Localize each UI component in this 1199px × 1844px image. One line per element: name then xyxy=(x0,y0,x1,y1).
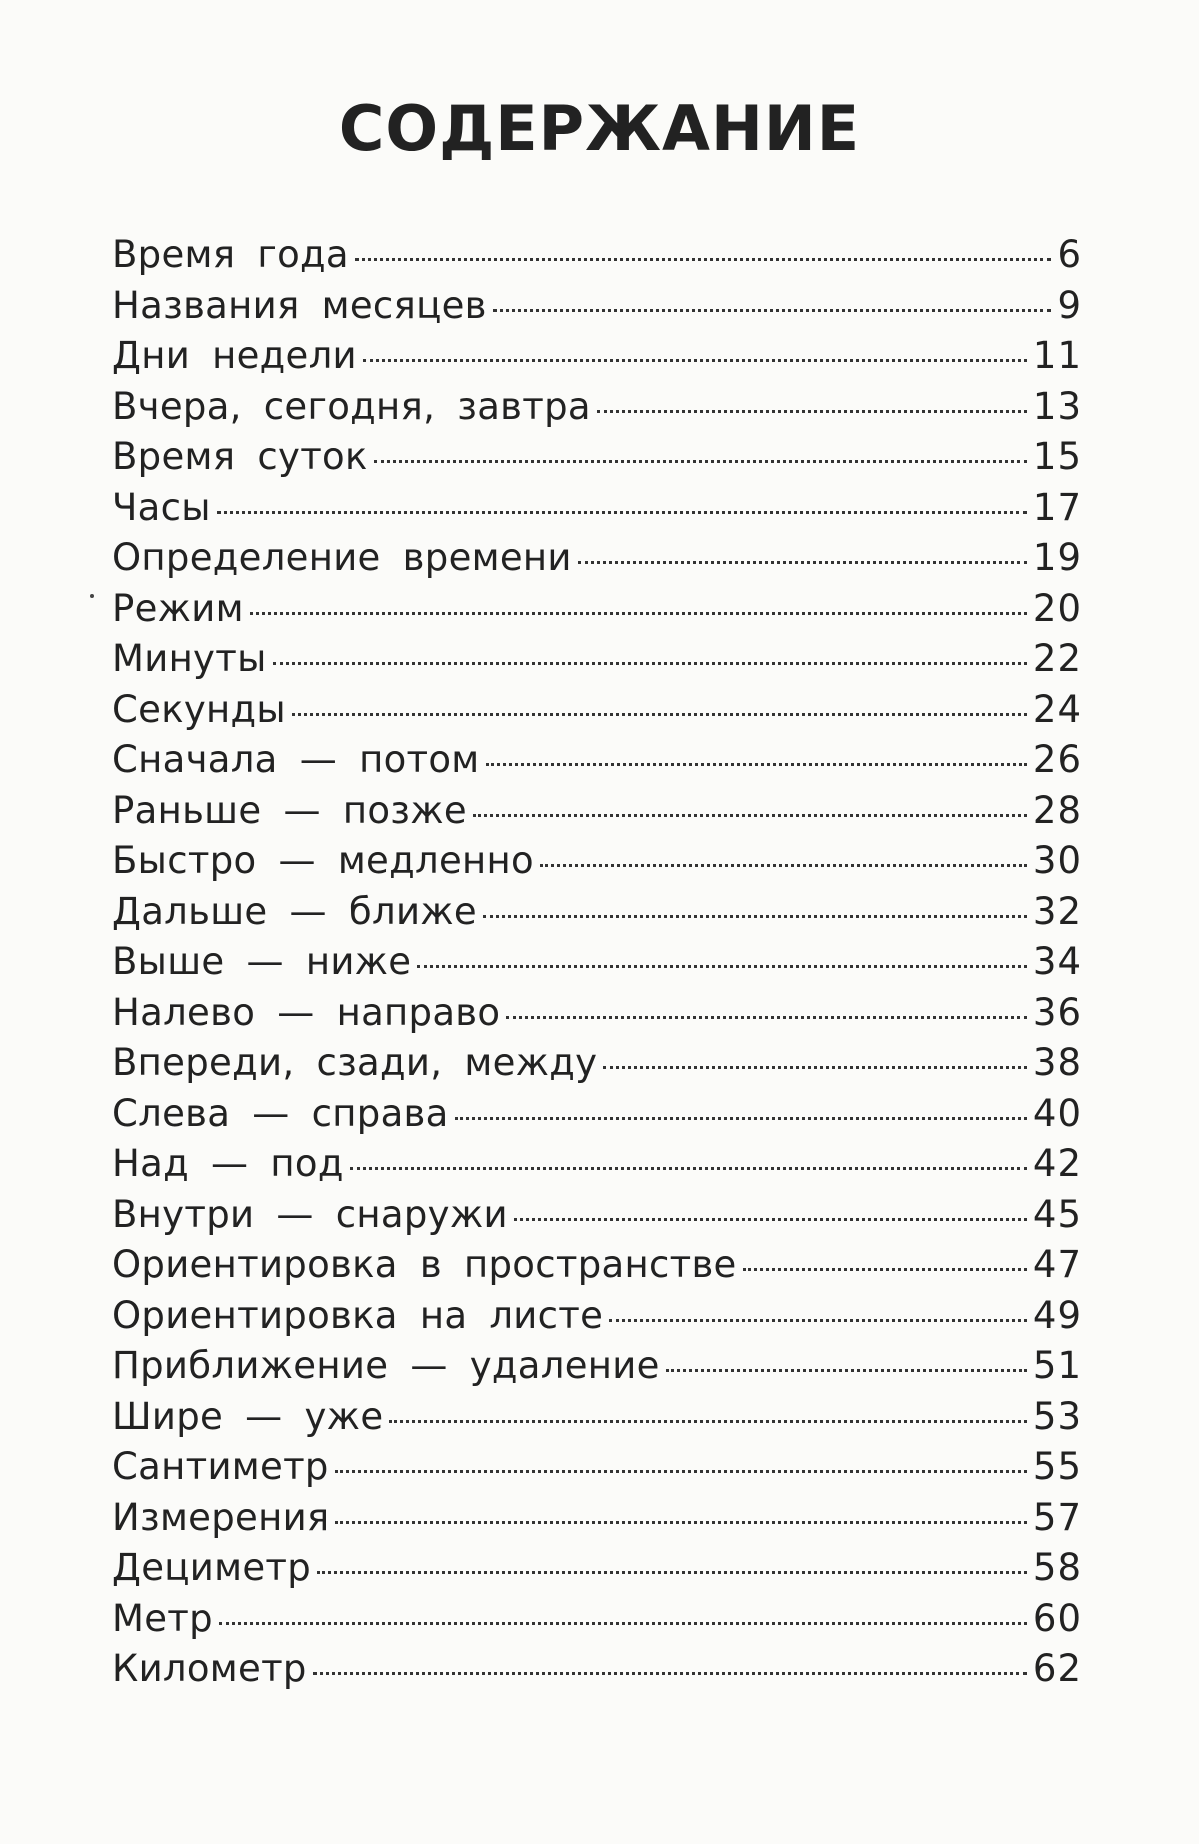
toc-entry-page-number: 36 xyxy=(1032,990,1082,1034)
toc-entry-page-number: 57 xyxy=(1032,1495,1082,1539)
toc-dot-leader xyxy=(455,1117,1027,1120)
toc-entry-label: Определение времени xyxy=(112,536,572,579)
toc-entry-page-number: 45 xyxy=(1032,1192,1082,1236)
toc-entry xyxy=(112,483,1082,534)
toc-dot-leader xyxy=(389,1420,1027,1423)
toc-entry-label: Налево — направо xyxy=(112,990,501,1034)
toc-entry-page-number: 6 xyxy=(1057,233,1082,276)
toc-dot-leader xyxy=(292,713,1027,716)
toc-dot-leader xyxy=(317,1571,1027,1574)
toc-dot-leader xyxy=(514,1218,1027,1221)
toc-entry-page-number: 11 xyxy=(1032,334,1082,377)
toc-entry-page-number: 17 xyxy=(1032,485,1082,529)
toc-entry-page-number: 20 xyxy=(1032,586,1082,630)
toc-entry xyxy=(112,735,1082,786)
toc-entry-page-number: 40 xyxy=(1032,1091,1082,1135)
toc-entry-page-number: 58 xyxy=(1032,1546,1082,1589)
toc-entry-page-number: 60 xyxy=(1032,1596,1082,1640)
toc-dot-leader xyxy=(743,1268,1027,1271)
toc-dot-leader xyxy=(417,965,1027,968)
toc-dot-leader xyxy=(355,258,1052,261)
toc-entry xyxy=(112,685,1082,736)
toc-entry-label: Время суток xyxy=(112,435,368,478)
toc-entry-page-number: 28 xyxy=(1032,788,1082,832)
toc-dot-leader xyxy=(313,1672,1027,1675)
toc-entry-label: Над — под xyxy=(112,1142,344,1185)
table-of-contents xyxy=(112,230,1082,1695)
toc-dot-leader xyxy=(666,1369,1027,1372)
toc-entry xyxy=(112,634,1082,685)
toc-entry-label: Дальше — ближе xyxy=(112,889,477,933)
toc-dot-leader xyxy=(335,1470,1027,1473)
toc-entry-page-number: 38 xyxy=(1032,1041,1082,1084)
toc-entry-label: Режим xyxy=(112,586,244,630)
toc-entry-label: Внутри — снаружи xyxy=(112,1192,508,1236)
toc-entry xyxy=(112,988,1082,1039)
toc-entry xyxy=(112,1644,1082,1695)
toc-entry-page-number: 9 xyxy=(1057,283,1082,327)
toc-entry xyxy=(112,1341,1082,1392)
toc-entry-page-number: 13 xyxy=(1032,384,1082,428)
toc-entry-page-number: 53 xyxy=(1032,1394,1082,1438)
toc-entry-label: Время года xyxy=(112,233,349,276)
toc-entry xyxy=(112,836,1082,887)
toc-entry-label: Секунды xyxy=(112,687,286,731)
toc-entry-page-number: 22 xyxy=(1032,637,1082,680)
toc-entry-label: Шире — уже xyxy=(112,1394,384,1438)
toc-entry-label: Быстро — медленно xyxy=(112,839,534,882)
toc-entry xyxy=(112,1240,1082,1291)
toc-dot-leader xyxy=(483,915,1027,918)
toc-entry-label: Раньше — позже xyxy=(112,788,467,832)
toc-entry-page-number: 19 xyxy=(1032,536,1082,579)
toc-dot-leader xyxy=(350,1167,1027,1170)
toc-entry-label: Названия месяцев xyxy=(112,283,487,327)
toc-entry xyxy=(112,786,1082,837)
toc-entry xyxy=(112,1442,1082,1493)
toc-entry xyxy=(112,1493,1082,1544)
toc-entry xyxy=(112,937,1082,988)
toc-entry-label: Ориентировка на листе xyxy=(112,1293,604,1337)
toc-entry xyxy=(112,1291,1082,1342)
toc-entry xyxy=(112,1190,1082,1241)
toc-entry xyxy=(112,533,1082,584)
toc-entry-label: Минуты xyxy=(112,637,267,680)
toc-entry xyxy=(112,1392,1082,1443)
toc-entry-page-number: 42 xyxy=(1032,1142,1082,1185)
toc-dot-leader xyxy=(473,814,1027,817)
toc-entry xyxy=(112,382,1082,433)
toc-entry-label: Дни недели xyxy=(112,334,357,377)
print-speck xyxy=(90,594,94,598)
toc-dot-leader xyxy=(374,460,1027,463)
toc-dot-leader xyxy=(217,511,1027,514)
toc-dot-leader xyxy=(493,309,1052,312)
toc-dot-leader xyxy=(363,359,1027,362)
toc-entry xyxy=(112,331,1082,382)
toc-entry-page-number: 49 xyxy=(1032,1293,1082,1337)
toc-entry-label: Дециметр xyxy=(112,1546,312,1589)
toc-entry xyxy=(112,281,1082,332)
toc-entry-page-number: 47 xyxy=(1032,1243,1082,1286)
toc-entry-page-number: 34 xyxy=(1032,940,1082,983)
toc-entry-label: Ориентировка в пространстве xyxy=(112,1243,737,1286)
toc-dot-leader xyxy=(273,662,1027,665)
page-title: СОДЕРЖАНИЕ xyxy=(338,92,861,165)
toc-entry xyxy=(112,1089,1082,1140)
toc-entry xyxy=(112,584,1082,635)
toc-dot-leader xyxy=(219,1622,1027,1625)
toc-entry-label: Слева — справа xyxy=(112,1091,449,1135)
toc-entry-page-number: 55 xyxy=(1032,1445,1082,1488)
toc-dot-leader xyxy=(603,1066,1027,1069)
toc-entry-page-number: 26 xyxy=(1032,738,1082,781)
toc-entry xyxy=(112,887,1082,938)
toc-entry-label: Сантиметр xyxy=(112,1445,329,1488)
toc-dot-leader xyxy=(540,864,1027,867)
toc-entry xyxy=(112,1543,1082,1594)
toc-entry-label: Впереди, сзади, между xyxy=(112,1041,598,1084)
toc-dot-leader xyxy=(597,410,1027,413)
toc-entry-label: Вчера, сегодня, завтра xyxy=(112,384,591,428)
toc-entry-page-number: 62 xyxy=(1032,1647,1082,1690)
toc-entry-page-number: 30 xyxy=(1032,839,1082,882)
toc-entry xyxy=(112,432,1082,483)
toc-entry xyxy=(112,1594,1082,1645)
toc-entry-page-number: 32 xyxy=(1032,889,1082,933)
toc-dot-leader xyxy=(506,1016,1027,1019)
toc-entry-page-number: 24 xyxy=(1032,687,1082,731)
toc-entry-label: Приближение — удаление xyxy=(112,1344,660,1387)
toc-entry xyxy=(112,1139,1082,1190)
toc-dot-leader xyxy=(250,612,1027,615)
toc-entry-page-number: 51 xyxy=(1032,1344,1082,1387)
toc-dot-leader xyxy=(486,763,1027,766)
toc-entry-label: Метр xyxy=(112,1596,213,1640)
toc-dot-leader xyxy=(578,561,1027,564)
toc-entry xyxy=(112,1038,1082,1089)
toc-entry-label: Выше — ниже xyxy=(112,940,412,983)
toc-dot-leader xyxy=(335,1521,1026,1524)
toc-entry xyxy=(112,230,1082,281)
toc-entry-label: Километр xyxy=(112,1647,307,1690)
toc-entry-label: Сначала — потом xyxy=(112,738,480,781)
toc-entry-label: Часы xyxy=(112,485,211,529)
toc-entry-page-number: 15 xyxy=(1032,435,1082,478)
toc-entry-label: Измерения xyxy=(112,1495,330,1539)
toc-dot-leader xyxy=(609,1319,1027,1322)
